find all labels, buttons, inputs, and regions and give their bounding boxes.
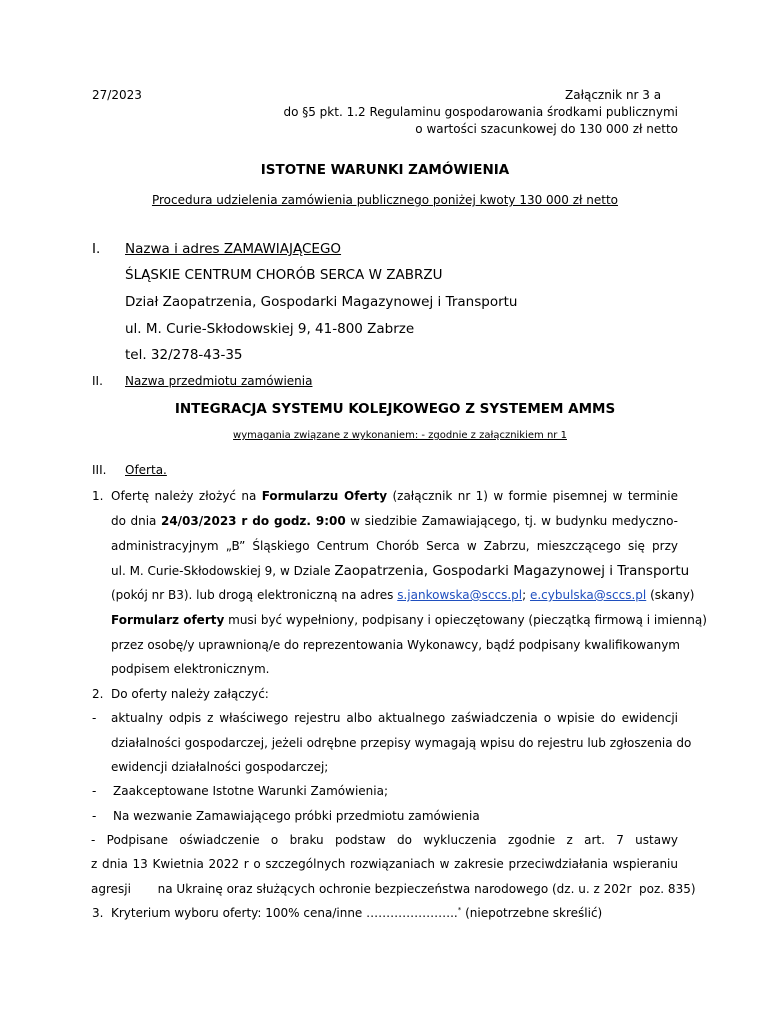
orderer-phone: tel. 32/278-43-35 bbox=[125, 347, 243, 363]
email-link-jankowska[interactable]: s.jankowska@sccs.pl bbox=[397, 588, 523, 602]
orderer-department: Dział Zaopatrzenia, Gospodarki Magazynowej i Transportu bbox=[125, 294, 518, 310]
section-2-heading: Nazwa przedmiotu zamówienia bbox=[125, 374, 313, 388]
item-1-line-6: Formularz oferty musi być wypełniony, podpisany i opieczętowany (pieczątką firmową i imienną) bbox=[111, 613, 707, 627]
order-subject: INTEGRACJA SYSTEMU KOLEJKOWEGO Z SYSTEMEM AMMS bbox=[174, 401, 616, 417]
value-note: o wartości szacunkowej do 130 000 zł netto bbox=[415, 122, 678, 136]
attachment-requirement-3: Na wezwanie Zamawiającego próbki przedmiotu zamówienia bbox=[113, 809, 480, 823]
bullet-dash: - bbox=[92, 711, 97, 725]
item-1-line-1: Ofertę należy złożyć na Formularzu Oferty (załącznik nr 1) w formie pisemnej w terminie bbox=[111, 489, 678, 503]
attachment-requirement-4-line-2: z dnia 13 Kwietnia 2022 r o szczególnych rozwiązaniach w zakresie przeciwdziałania wspieraniu bbox=[91, 857, 678, 871]
section-1-number: I. bbox=[92, 241, 101, 257]
item-3-number: 3. bbox=[92, 906, 104, 920]
attachment-requirement-1-line-1: aktualny odpis z właściwego rejestru albo aktualnego zaświadczenia o wpisie do ewidencji bbox=[111, 711, 678, 725]
document-title: ISTOTNE WARUNKI ZAMÓWIENIA bbox=[260, 162, 510, 178]
email-link-cybulska[interactable]: e.cybulska@sccs.pl bbox=[529, 588, 647, 602]
item-1-line-7: przez osobę/y uprawnioną/e do reprezentowania Wykonawcy, bądź podpisany kwalifikowanym bbox=[111, 638, 680, 652]
item-3-text: Kryterium wyboru oferty: 100% cena/inne …………………..* (niepotrzebne skreślić) bbox=[111, 906, 603, 920]
item-1-line-5: (pokój nr B3). lub drogą elektroniczną na adres s.jankowska@sccs.pl; e.cybulska@sccs.pl (skany) bbox=[111, 588, 695, 602]
item-1-line-4: ul. M. Curie-Skłodowskiej 9, w Dziale Zaopatrzenia, Gospodarki Magazynowej i Transportu bbox=[111, 563, 690, 579]
orderer-address: ul. M. Curie-Skłodowskiej 9, 41-800 Zabrze bbox=[125, 321, 415, 337]
item-1-line-8: podpisem elektronicznym. bbox=[111, 662, 270, 676]
section-3-number: III. bbox=[92, 463, 107, 477]
attachment-requirement-2: Zaakceptowane Istotne Warunki Zamówienia; bbox=[113, 784, 389, 798]
footnote-mark: * bbox=[457, 906, 462, 914]
bullet-dash: - bbox=[92, 809, 97, 823]
orderer-name: ŚLĄSKIE CENTRUM CHORÓB SERCA W ZABRZU bbox=[125, 267, 443, 283]
section-2-number: II. bbox=[92, 374, 103, 388]
item-1-line-2: do dnia 24/03/2023 r do godz. 9:00 w siedzibie Zamawiającego, tj. w budynku medyczno- bbox=[111, 514, 678, 528]
section-3-heading: Oferta. bbox=[125, 463, 167, 477]
attachment-label: Załącznik nr 3 a bbox=[565, 88, 662, 102]
procedure-subtitle: Procedura udzielenia zamówienia publicznego poniżej kwoty 130 000 zł netto bbox=[151, 193, 619, 207]
document-number: 27/2023 bbox=[92, 88, 142, 102]
attachment-requirement-4-line-3: agresji na Ukrainę oraz służących ochronie bezpieczeństwa narodowego (dz. u. z 202r poz. 835) bbox=[91, 882, 696, 896]
regulation-reference: do §5 pkt. 1.2 Regulaminu gospodarowania środkami publicznymi bbox=[283, 105, 678, 119]
item-2-text: Do oferty należy załączyć: bbox=[111, 687, 269, 701]
attachment-requirement-1-line-3: ewidencji działalności gospodarczej; bbox=[111, 760, 329, 774]
item-1-line-3: administracyjnym „B” Śląskiego Centrum Chorób Serca w Zabrzu, mieszczącego się przy bbox=[111, 539, 678, 553]
attachment-requirement-4-line-1: - Podpisane oświadczenie o braku podstaw do wykluczenia zgodnie z art. 7 ustawy bbox=[91, 833, 678, 847]
bullet-dash: - bbox=[92, 784, 97, 798]
requirements-note: wymagania związane z wykonaniem: - zgodnie z załącznikiem nr 1 bbox=[233, 430, 567, 441]
attachment-requirement-1-line-2: działalności gospodarczej, jeżeli odrębne przepisy wymagają wpisu do rejestru lub zgłoszenia do bbox=[111, 736, 692, 750]
item-2-number: 2. bbox=[92, 687, 104, 701]
item-1-number: 1. bbox=[92, 489, 104, 503]
section-1-heading: Nazwa i adres ZAMAWIAJĄCEGO bbox=[125, 241, 342, 257]
